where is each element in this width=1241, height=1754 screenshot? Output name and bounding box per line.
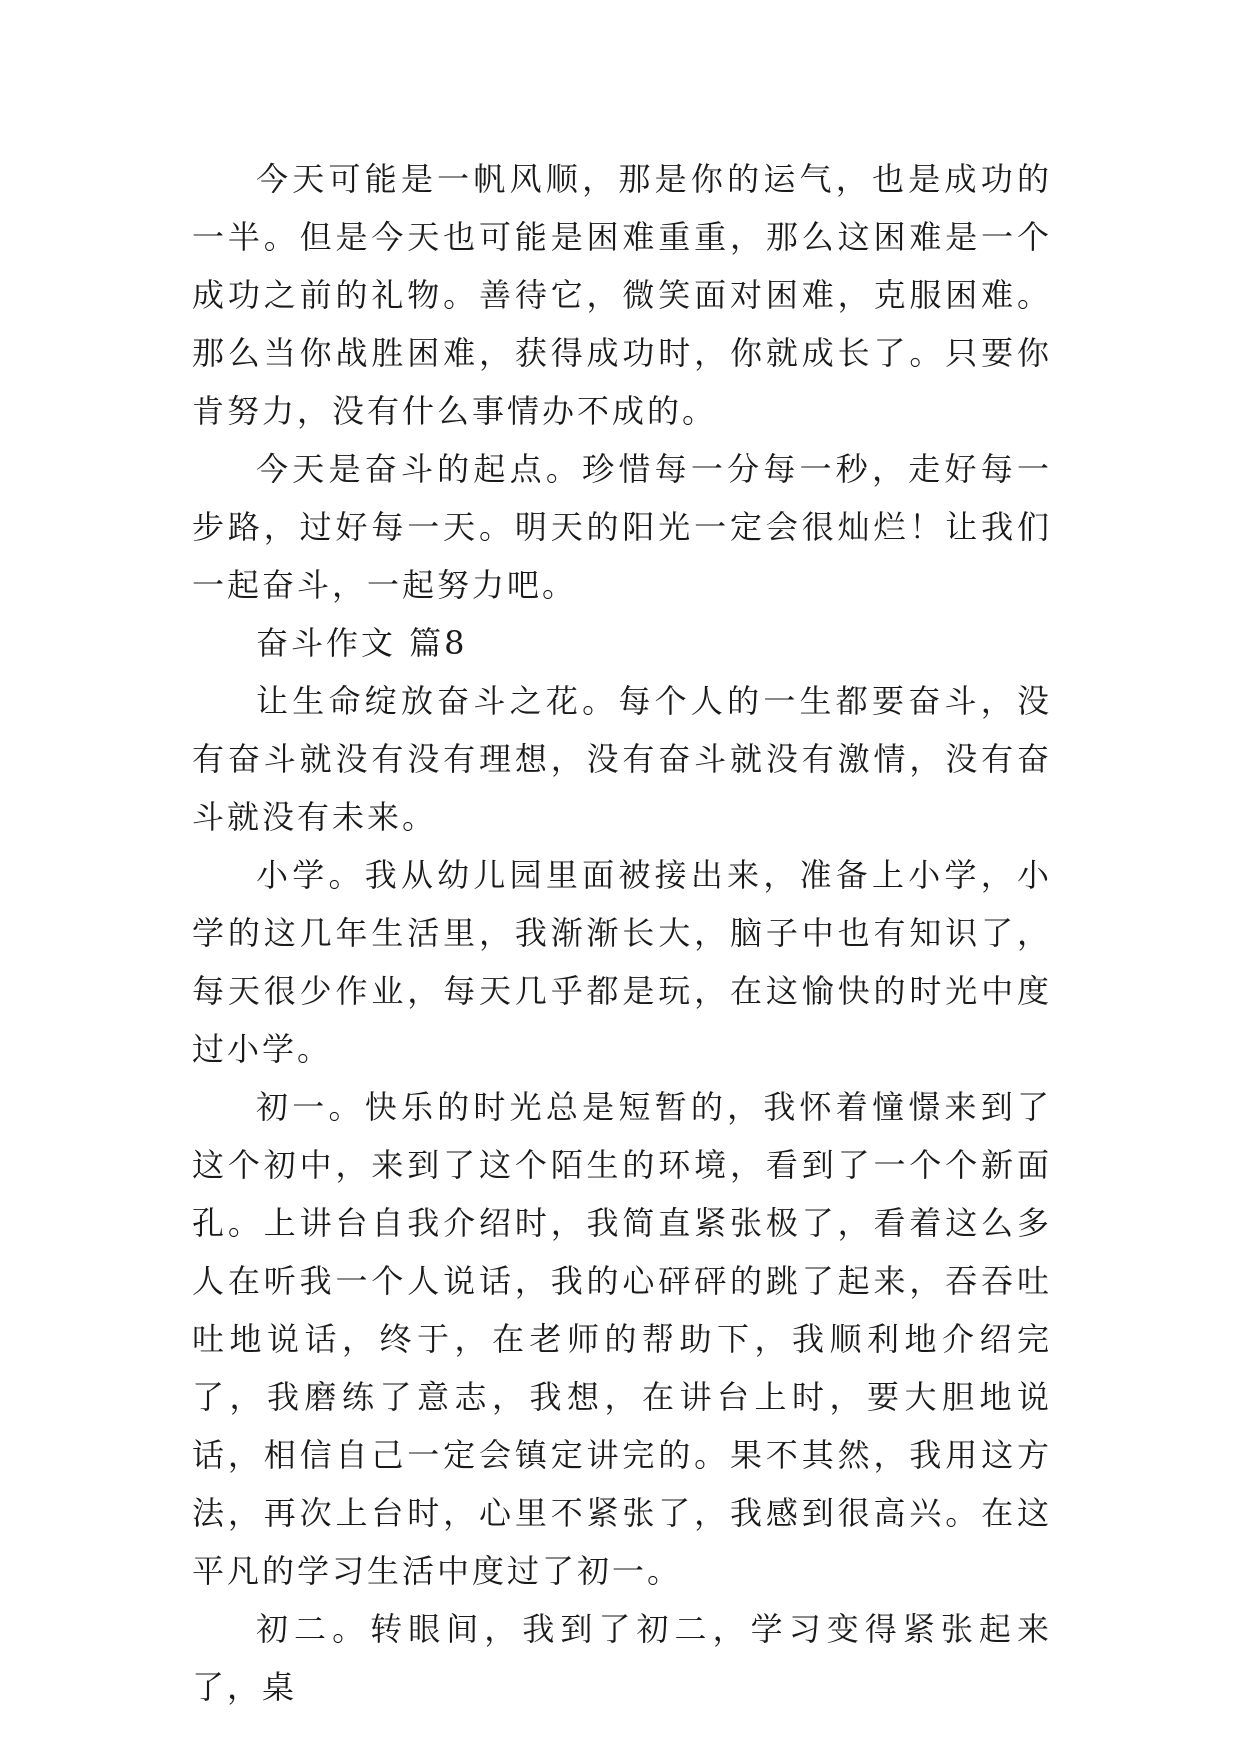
paragraph-grade-eight: 初二。转眼间，我到了初二，学习变得紧张起来了，桌 bbox=[192, 1610, 1052, 1706]
paragraph-starting-point: 今天是奋斗的起点。珍惜每一分每一秒，走好每一步路，过好每一天。明天的阳光一定会很灿烂！让我们一起奋斗，一起努力吧。 bbox=[192, 450, 1052, 604]
paragraph-flower-of-struggle: 让生命绽放奋斗之花。每个人的一生都要奋斗，没有奋斗就没有没有理想，没有奋斗就没有激情，没有奋斗就没有未来。 bbox=[192, 682, 1052, 836]
essay-heading: 奋斗作文 篇8 bbox=[256, 624, 468, 662]
paragraph-grade-seven: 初一。快乐的时光总是短暂的，我怀着憧憬来到了这个初中，来到了这个陌生的环境，看到了一个个新面孔。上讲台自我介绍时，我简直紧张极了，看着这么多人在听我一个人说话，我的心砰砰的跳了起来，吞吞吐吐地说话，终于，在老师的帮助下，我顺利地介绍完了，我磨练了意志，我想，在讲台上时，要大胆地说话，相信自己一定会镇定讲完的。果不其然，我用这方法，再次上台时，心里不紧张了，我感到很高兴。在这平凡的学习生活中度过了初一。 bbox=[192, 1088, 1052, 1590]
document-body bbox=[192, 150, 1052, 1716]
paragraph-primary-school: 小学。我从幼儿园里面被接出来，准备上小学，小学的这几年生活里，我渐渐长大，脑子中也有知识了，每天很少作业，每天几乎都是玩，在这愉快的时光中度过小学。 bbox=[192, 856, 1052, 1068]
paragraph-luck-and-difficulty: 今天可能是一帆风顺，那是你的运气，也是成功的一半。但是今天也可能是困难重重，那么这困难是一个成功之前的礼物。善待它，微笑面对困难，克服困难。那么当你战胜困难，获得成功时，你就成长了。只要你肯努力，没有什么事情办不成的。 bbox=[192, 160, 1052, 430]
